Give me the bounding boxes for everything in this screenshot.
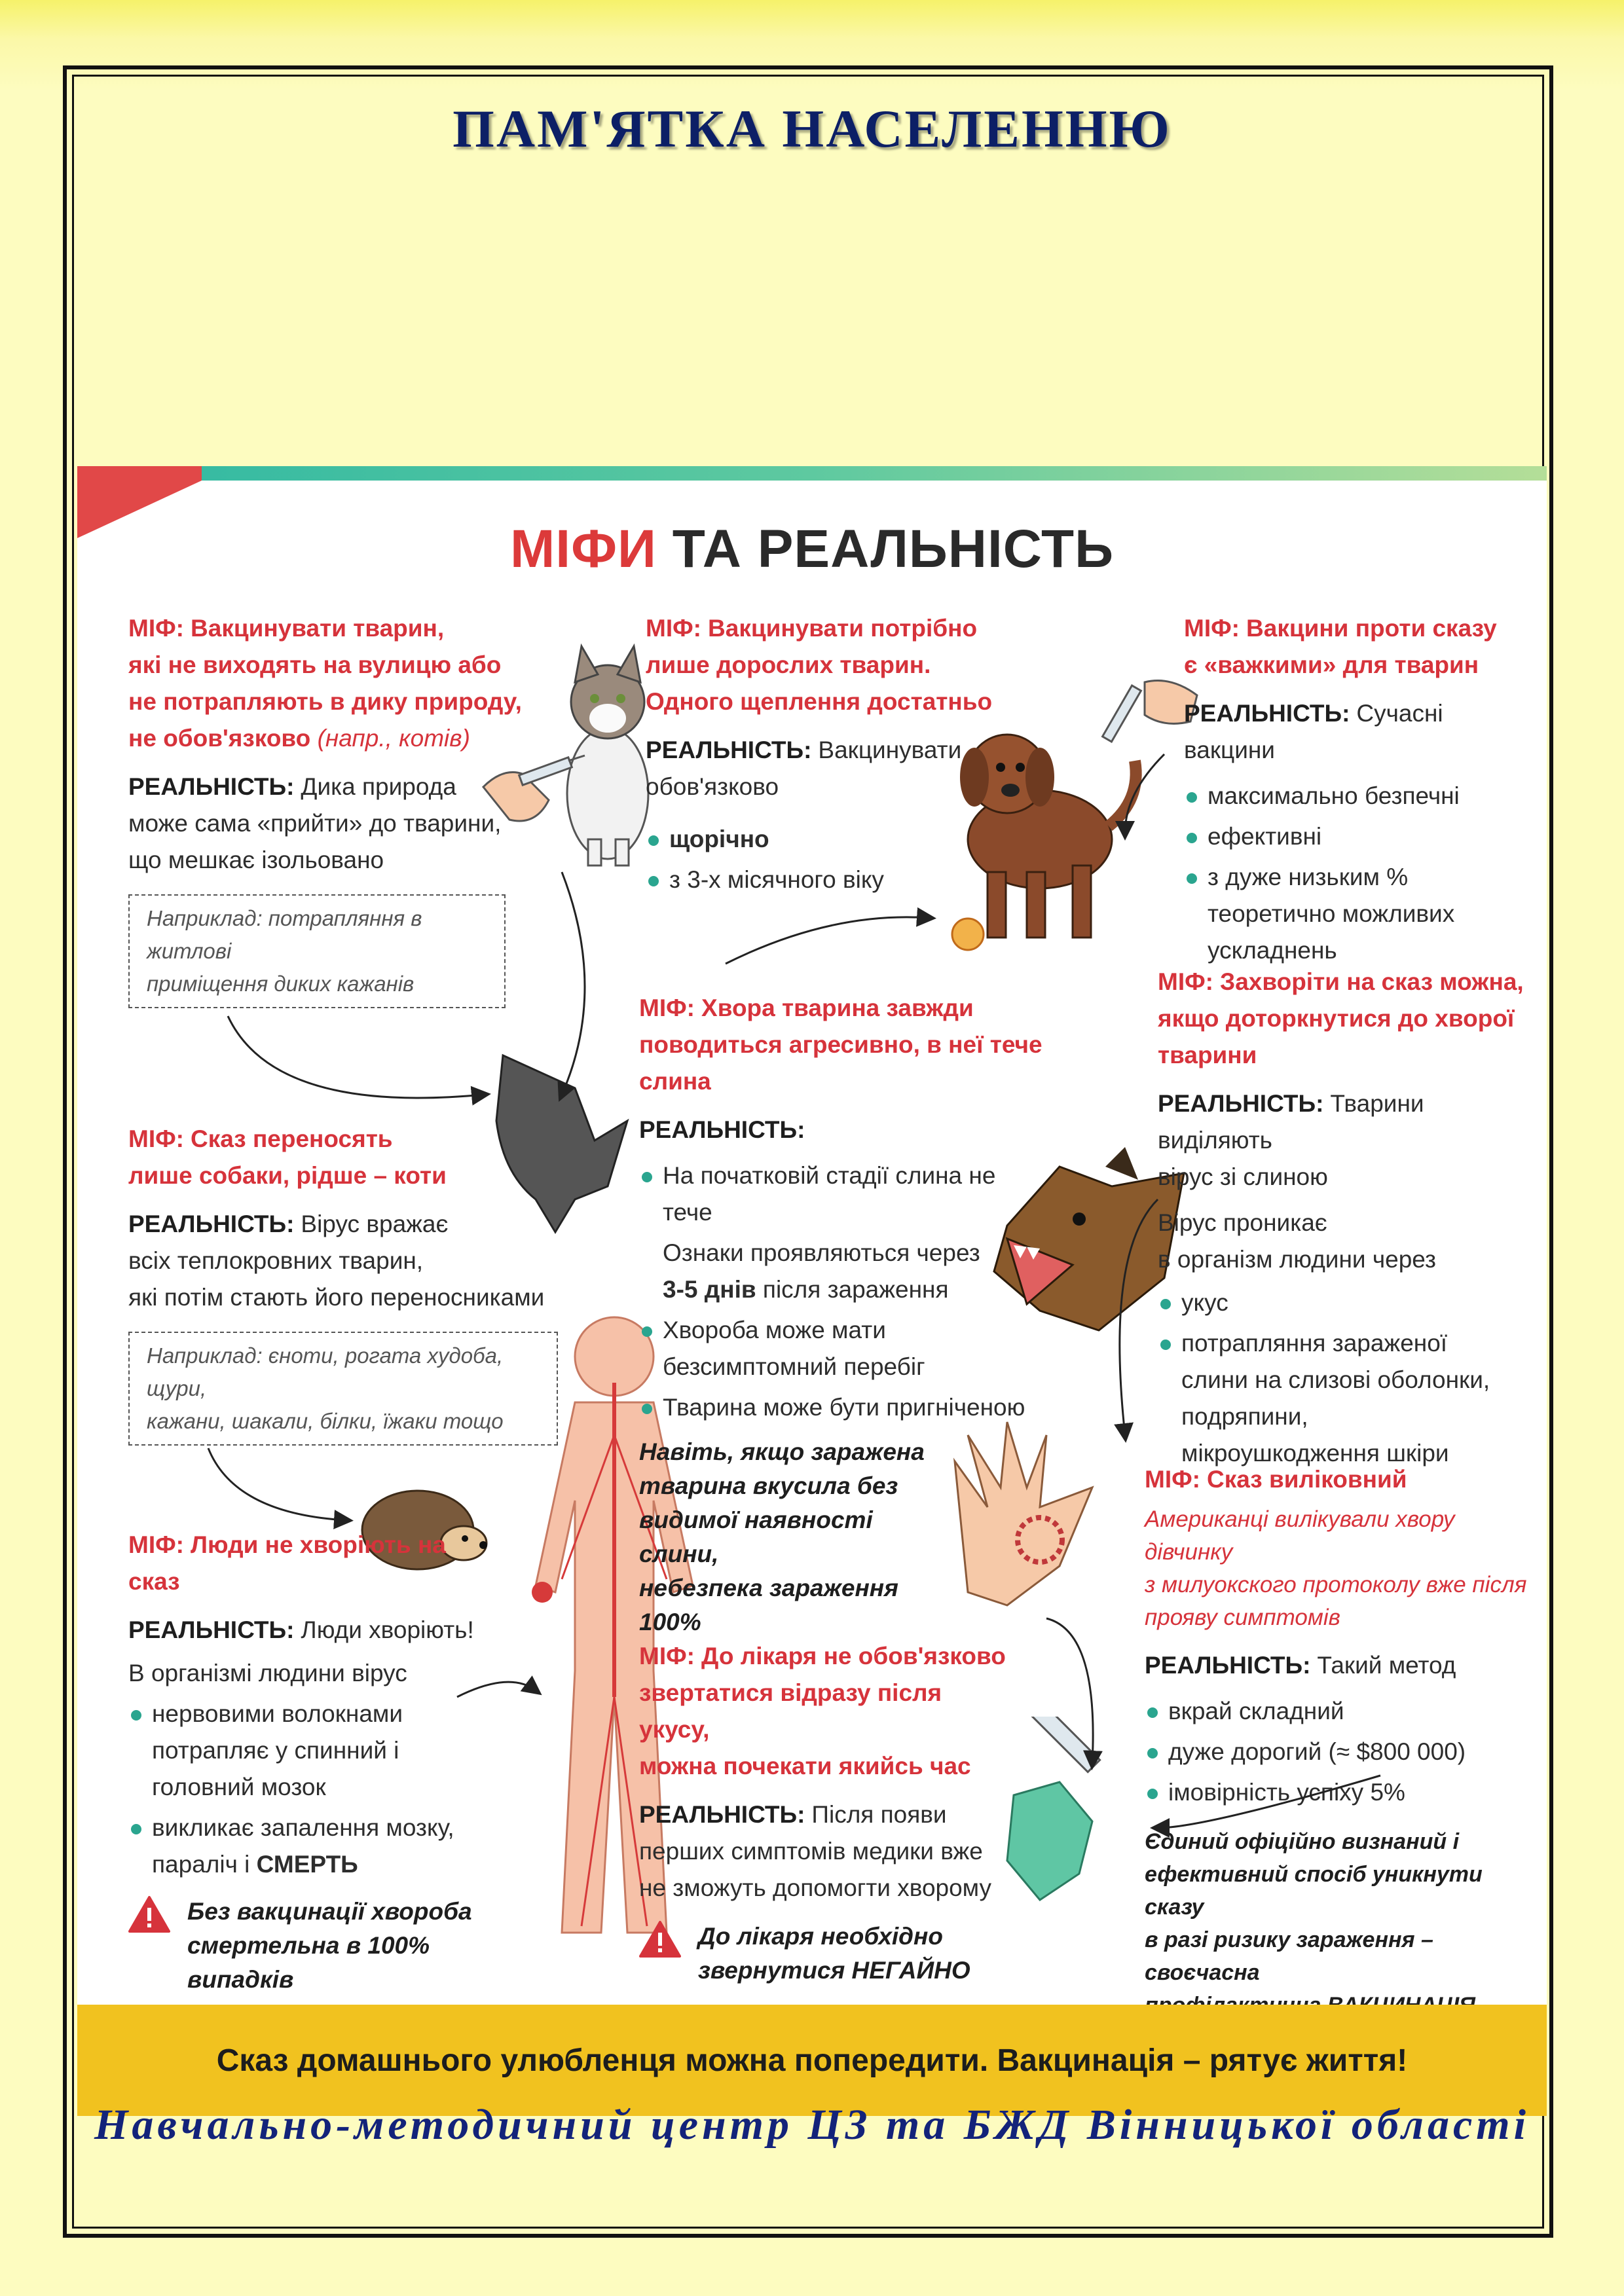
myth-line: Вакцинувати потрібно — [708, 615, 978, 642]
myth-line: Вакцини проти сказу — [1246, 615, 1497, 642]
warning-line: До лікаря необхідно — [698, 1923, 943, 1950]
connector-arrows — [77, 466, 1547, 1972]
myth-line: є «важкими» для тварин — [1184, 651, 1479, 678]
list-item: щорічно — [646, 821, 1052, 858]
reality-label: РЕАЛЬНІСТЬ: — [128, 773, 295, 800]
example-line: Наприклад: єноти, рогата худоба, щури, — [147, 1343, 504, 1400]
reality-label: РЕАЛЬНІСТЬ: — [128, 1616, 295, 1643]
list-item: вкрай складний — [1145, 1693, 1538, 1730]
myth-line: можна почекати якийсь час — [639, 1753, 971, 1779]
reality-label: РЕАЛЬНІСТЬ: — [639, 1801, 805, 1828]
myth-line: Сказ переносять — [191, 1125, 393, 1152]
myth-label: МІФ: — [128, 1531, 185, 1558]
reality-text: Дика природа — [301, 773, 456, 800]
reality-line: не зможуть допомогти хворому — [639, 1874, 992, 1901]
example-line: кажани, шакали, білки, їжаки тощо — [147, 1409, 504, 1433]
sub-text: після зараження — [762, 1276, 949, 1303]
poster-title-red: МІФИ — [509, 519, 657, 579]
note-line: Навіть, якщо заражена — [639, 1438, 925, 1465]
myth-line: До лікаря не обов'язково — [701, 1643, 1006, 1669]
list-item: Тварина може бути пригніченою — [639, 1389, 1045, 1426]
final-line: в разі ризику зараження – своєчасна — [1145, 1927, 1433, 1985]
list-item-bold: СМЕРТЬ — [256, 1851, 358, 1878]
myth-line: не обов'язково — [128, 725, 311, 752]
reality-line: може сама «прийти» до тварини, — [128, 810, 502, 837]
warning-line: звернутися НЕГАЙНО — [698, 1957, 970, 1984]
myth-line: поводиться агресивно, в неї тече слина — [639, 1031, 1043, 1095]
poster-title-rest: ТА РЕАЛЬНІСТЬ — [672, 519, 1115, 579]
reality-label: РЕАЛЬНІСТЬ: — [1158, 1090, 1324, 1117]
myth-line: Одного щеплення достатньо — [646, 688, 993, 715]
bottom-banner — [77, 2005, 1547, 2116]
myth-line: звертатися відразу після укусу, — [639, 1679, 942, 1743]
myth-label: МІФ: — [1184, 615, 1240, 642]
reality-text: Люди хворіють! — [301, 1616, 474, 1643]
example-line: приміщення диких кажанів — [147, 972, 415, 996]
myth-line: Вакцинувати тварин, — [191, 615, 445, 642]
myth-label: МІФ: — [128, 615, 185, 642]
list-item-text: викликає запалення мозку, параліч і — [152, 1814, 454, 1878]
myths-poster — [77, 466, 1547, 2116]
note-line: тварина вкусила без — [639, 1472, 898, 1499]
bottom-banner-text: Сказ домашнього улюбленця можна попередити. Вакцинація – рятує життя! — [216, 2043, 1408, 2078]
sub-text: Ознаки проявляються через — [663, 1239, 980, 1266]
list-item: нервовими волокнами потрапляє у спинний і головний мозок — [128, 1696, 495, 1806]
warning-line: Без вакцинації хвороба — [187, 1898, 472, 1925]
reality-line: які потім стають його переносниками — [128, 1284, 545, 1311]
note-line: небезпека зараження 100% — [639, 1575, 898, 1635]
reality-label: РЕАЛЬНІСТЬ: — [1184, 700, 1350, 727]
myth-line: Сказ виліковний — [1207, 1466, 1407, 1493]
list-item: укус — [1158, 1285, 1498, 1321]
myth-line: Хвора тварина завжди — [701, 994, 974, 1021]
text-line: в організм людини через — [1158, 1246, 1437, 1273]
myth-label: МІФ: — [128, 1125, 185, 1152]
myth-line: лише дорослих тварин. — [646, 651, 931, 678]
list-item: імовірність успіху 5% — [1145, 1774, 1538, 1811]
myth-label: МІФ: — [1158, 968, 1214, 995]
reality-label: РЕАЛЬНІСТЬ: — [639, 1116, 805, 1143]
reality-line: вірус зі слиною — [1158, 1163, 1328, 1190]
reality-line: обов'язково — [646, 773, 779, 800]
virus-text: В організмі людини вірус — [128, 1660, 407, 1686]
myth-label: МІФ: — [1145, 1466, 1201, 1493]
myth-line: лише собаки, рідше – коти — [128, 1162, 447, 1189]
list-item: максимально безпечні — [1184, 778, 1538, 814]
reality-text: Такий метод — [1317, 1652, 1456, 1679]
note-line: з милуокского протоколу вже після — [1145, 1572, 1527, 1597]
page-title: ПАМ'ЯТКА НАСЕЛЕННЮ — [452, 99, 1172, 158]
final-line: Єдиний офіційно визнаний і — [1145, 1829, 1460, 1854]
reality-label: РЕАЛЬНІСТЬ: — [1145, 1652, 1311, 1679]
myth-line: Люди не хворіють на сказ — [128, 1531, 446, 1595]
myth-line: Захворіти на сказ можна, — [1220, 968, 1524, 995]
final-line: ефективний спосіб уникнути сказу — [1145, 1862, 1483, 1920]
reality-label: РЕАЛЬНІСТЬ: — [128, 1211, 295, 1237]
reality-line: всіх теплокровних тварин, — [128, 1247, 424, 1274]
myth-line: які не виходять на вулицю або — [128, 651, 502, 678]
myth-label: МІФ: — [639, 994, 695, 1021]
reality-line: що мешкає ізольовано — [128, 847, 384, 873]
reality-text: Тварини виділяють — [1158, 1090, 1424, 1154]
list-item: Хвороба може мати безсимптомний перебіг — [639, 1312, 938, 1385]
myth-label: МІФ: — [646, 615, 702, 642]
list-item: потрапляння зараженої слини на слизові оболонки, подряпини, мікроушкодження шкіри — [1158, 1325, 1498, 1472]
myth-note: (напр., котів) — [317, 725, 470, 752]
list-item: з дуже низьким % теоретично можливих ускладнень — [1184, 859, 1538, 969]
reality-text: Вірус вражає — [301, 1211, 449, 1237]
list-item: дуже дорогий (≈ $800 000) — [1145, 1734, 1538, 1770]
list-item: На початковій стадії слина не тече — [639, 1157, 1045, 1231]
note-line: прояву симптомів — [1145, 1605, 1340, 1630]
reality-text: Після появи — [811, 1801, 947, 1828]
reality-label: РЕАЛЬНІСТЬ: — [646, 737, 812, 763]
text-line: Вірус проникає — [1158, 1209, 1327, 1236]
list-item: ефективні — [1184, 818, 1538, 855]
list-item: з 3-х місячного віку — [646, 862, 1052, 898]
note-line: Американці вилікували хвору дівчинку — [1145, 1506, 1455, 1565]
reality-text: Сучасні вакцини — [1184, 700, 1443, 763]
sub-bold: 3-5 днів — [663, 1276, 756, 1303]
reality-text: Вакцинувати — [818, 737, 962, 763]
warning-line: смертельна в 100% випадків — [187, 1932, 430, 1993]
myth-line: не потрапляють в дику природу, — [128, 688, 522, 715]
myth-line: якщо доторкнутися до хворої — [1158, 1005, 1515, 1032]
reality-line: перших симптомів медики вже — [639, 1838, 983, 1865]
note-line: видимої наявності слини, — [639, 1506, 873, 1567]
footer-text: Навчально-методичний центр ЦЗ та БЖД Вінницької області — [94, 2101, 1530, 2149]
example-line: Наприклад: потрапляння в житлові — [147, 906, 422, 963]
myth-label: МІФ: — [639, 1643, 695, 1669]
myth-line: тварини — [1158, 1042, 1257, 1068]
